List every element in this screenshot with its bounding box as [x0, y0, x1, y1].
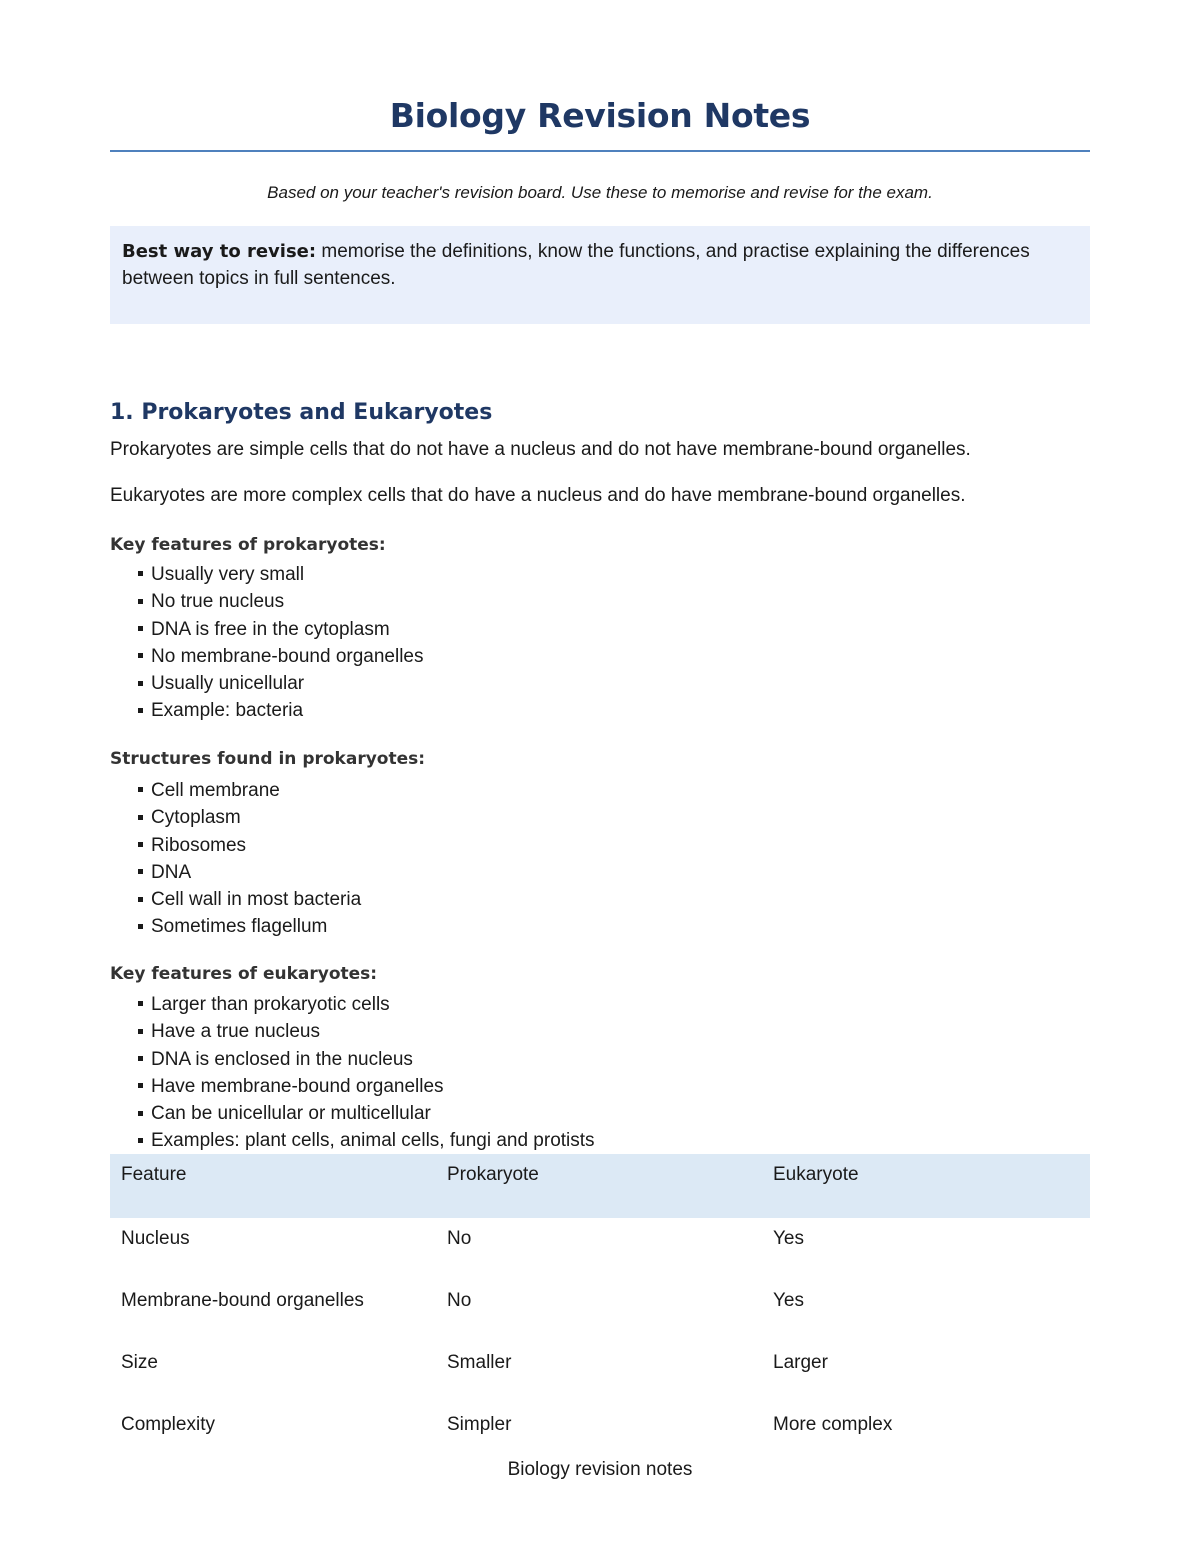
revision-tip-box [110, 226, 1090, 324]
bullet-icon [138, 1083, 143, 1088]
prokaryote-features-list [138, 561, 424, 725]
bullet-icon [138, 626, 143, 631]
bullet-icon [138, 1001, 143, 1006]
tip-label: Best way to revise: [122, 241, 317, 262]
list-item: Cell wall in most bacteria [138, 886, 361, 913]
prokaryote-structures-list [138, 777, 361, 941]
list-item: DNA is enclosed in the nucleus [138, 1046, 595, 1073]
document-subtitle: Based on your teacher's revision board. Use these to memorise and revise for the exam. [267, 183, 933, 202]
list-item: DNA [138, 859, 361, 886]
column-header: Prokaryote [447, 1164, 539, 1185]
bullet-icon [138, 897, 143, 902]
table-cell: More complex [773, 1414, 893, 1435]
list-item: DNA is free in the cytoplasm [138, 616, 424, 643]
table-cell: Yes [773, 1290, 804, 1311]
list-item: Have membrane-bound organelles [138, 1073, 595, 1100]
table-cell: Membrane-bound organelles [121, 1290, 364, 1311]
bullet-icon [138, 815, 143, 820]
table-cell: Nucleus [121, 1228, 190, 1249]
bullet-icon [138, 1029, 143, 1034]
table-row [110, 1404, 1090, 1466]
column-header: Eukaryote [773, 1164, 859, 1185]
bullet-icon [138, 653, 143, 658]
list-item: Usually unicellular [138, 670, 424, 697]
list-item: Larger than prokaryotic cells [138, 991, 595, 1018]
table-cell: Smaller [447, 1352, 512, 1373]
bullet-icon [138, 842, 143, 847]
list-item: Can be unicellular or multicellular [138, 1100, 595, 1127]
table-row [110, 1218, 1090, 1280]
bullet-icon [138, 787, 143, 792]
title-divider [110, 150, 1090, 152]
bullet-icon [138, 924, 143, 929]
table-cell: Size [121, 1352, 158, 1373]
table-row [110, 1280, 1090, 1342]
list-item: Ribosomes [138, 832, 361, 859]
prokaryote-features-heading: Key features of prokaryotes: [110, 535, 386, 555]
bullet-icon [138, 681, 143, 686]
eukaryote-features-heading: Key features of eukaryotes: [110, 964, 378, 984]
section-heading-prokaryotes-eukaryotes: 1. Prokaryotes and Eukaryotes [110, 400, 493, 425]
eukaryotes-definition: Eukaryotes are more complex cells that do have a nucleus and do have membrane-bound organelles. [110, 485, 966, 506]
prokaryotes-definition: Prokaryotes are simple cells that do not have a nucleus and do not have membrane-bound organelles. [110, 439, 971, 460]
list-item: Sometimes flagellum [138, 913, 361, 940]
bullet-icon [138, 1056, 143, 1061]
bullet-icon [138, 571, 143, 576]
prokaryote-structures-heading: Structures found in prokaryotes: [110, 749, 426, 769]
table-cell: No [447, 1290, 472, 1311]
list-item: No true nucleus [138, 588, 424, 615]
eukaryote-features-list [138, 991, 595, 1155]
table-cell: Simpler [447, 1414, 512, 1435]
bullet-icon [138, 869, 143, 874]
table-cell: Larger [773, 1352, 828, 1373]
list-item: Cytoplasm [138, 804, 361, 831]
list-item: No membrane-bound organelles [138, 643, 424, 670]
list-item: Examples: plant cells, animal cells, fungi and protists [138, 1127, 595, 1154]
page-footer: Biology revision notes [507, 1459, 693, 1480]
table-cell: No [447, 1228, 472, 1249]
column-header: Feature [121, 1164, 187, 1185]
bullet-icon [138, 599, 143, 604]
table-cell: Yes [773, 1228, 804, 1249]
bullet-icon [138, 1111, 143, 1116]
list-item: Usually very small [138, 561, 424, 588]
table-row [110, 1342, 1090, 1404]
document-title: Biology Revision Notes [389, 96, 811, 135]
table-cell: Complexity [121, 1414, 215, 1435]
tip-text: memorise the definitions, know the functions, and practise explaining the differences between topics in full sentences. [122, 241, 1030, 289]
comparison-table [110, 1154, 1090, 1466]
list-item: Example: bacteria [138, 697, 424, 724]
bullet-icon [138, 708, 143, 713]
list-item: Cell membrane [138, 777, 361, 804]
list-item: Have a true nucleus [138, 1018, 595, 1045]
table-header-row [110, 1154, 1090, 1218]
bullet-icon [138, 1138, 143, 1143]
